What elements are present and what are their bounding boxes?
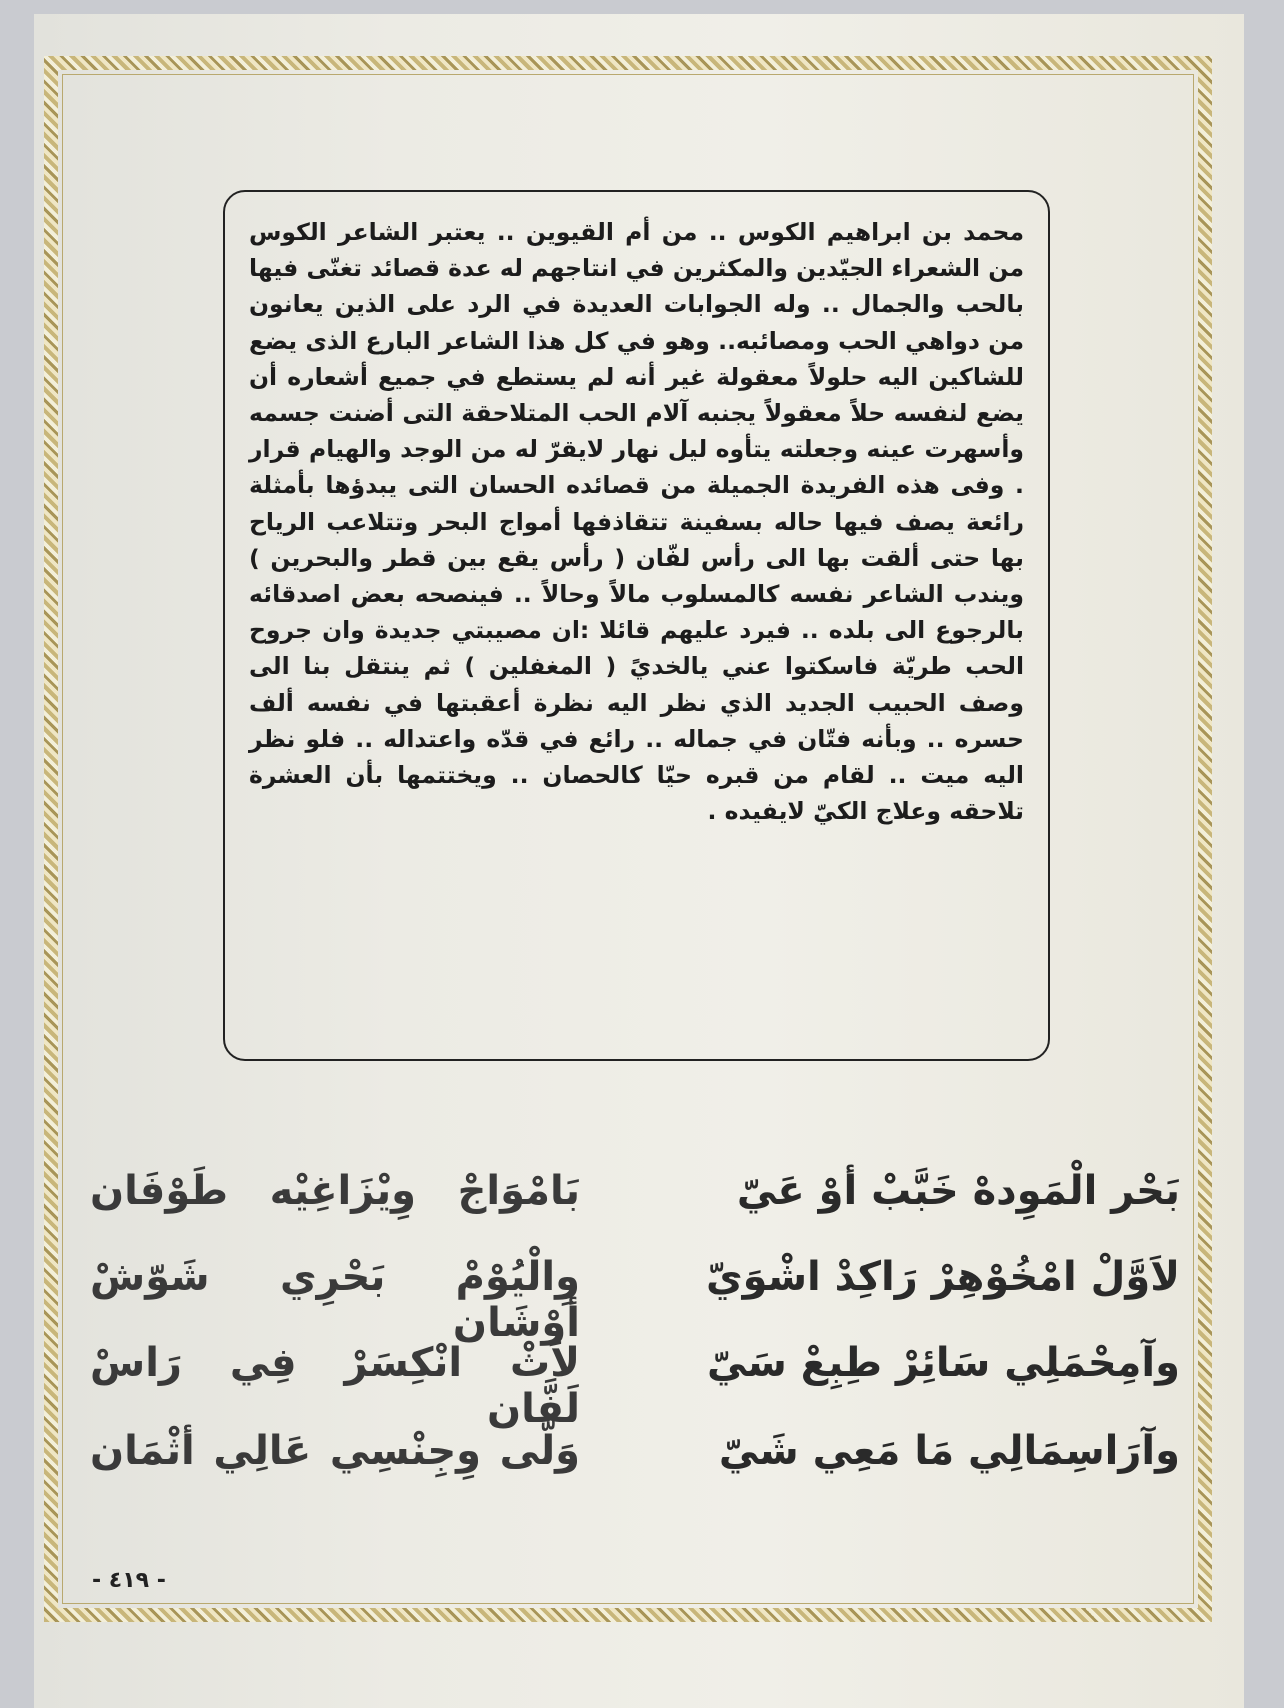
- poem-verse: [90, 1254, 1180, 1346]
- verse-second-hemistich: وِالْيُوْمْ بَحْرِي شَوّشْ أوْشَان: [90, 1254, 580, 1346]
- verse-first-hemistich: وآمِحْمَلِي سَائِرْ طِبِعْ سَيّ: [707, 1340, 1180, 1386]
- verse-second-hemistich: وَلّى وِجِنْسِي عَالِي أثْمَان: [90, 1428, 580, 1474]
- verse-first-hemistich: وآرَاسِمَالِي مَا مَعِي شَيّ: [718, 1428, 1180, 1474]
- poem-verse: [90, 1168, 1180, 1238]
- poem-verse: [90, 1340, 1180, 1432]
- page-number: - ٤١٩ -: [92, 1568, 166, 1593]
- biography-text: محمد بن ابراهيم الكوس .. من أم القيوين .. يعتبر الشاعر الكوس من الشعراء الجيّدين والمكثرين في انتاجهم له عدة قصائد تغنّى فيها بالحب والجمال .. وله الجوابات العديدة في الرد على الذين يعانون من دواهي الحب ومصائبه.. وهو في كل هذا الشاعر البارع الذى يضع للشاكين اليه حلولاً معقولة غير أنه لم يستطع في جميع أشعاره أن يضع لنفسه حلاً معقولاً يجنبه آلام الحب المتلاحقة التى أضنت جسمه وأسهرت عينه وجعلته يتأوه ليل نهار لايقرّ له من الوجد والهيام قرار . وفى هذه الفريدة الجميلة من قصائده الحسان التى يبدؤها بأمثلة رائعة يصف فيها حاله بسفينة تتقاذفها أمواج البحر وتتلاعب الرياح بها حتى ألقت بها الى رأس لفّان ( رأس يقع بين قطر والبحرين ) ويندب الشاعر نفسه كالمسلوب مالاً وحالاً .. فينصحه بعض اصدقائه بالرجوع الى بلده .. فيرد عليهم قائلا :ان مصيبتي جديدة وان جروح الحب طريّة فاسكتوا عني يالخديً ( المغفلين ) ثم ينتقل بنا الى وصف الحبيب الجديد الذي نظر اليه نظرة أعقبتها في نفسه ألف حسره .. وبأنه فتّان في جماله .. رائع في قدّه واعتداله .. فلو نظر اليه ميت .. لقام من قبره حيّا كالحصان .. ويختتمها بأن العشرة تلاحقه وعلاج الكيّ لايفيده .: [249, 218, 1024, 826]
- biography-box: [223, 190, 1050, 1061]
- verse-second-hemistich: لاَثْ انْكِسَرْ فِي رَاسْ لَفَّان: [90, 1340, 580, 1432]
- poem-verse: [90, 1428, 1180, 1498]
- verse-first-hemistich: لاَوَّلْ امْخُوْهِرْ رَاكِدْ اشْوَيّ: [705, 1254, 1180, 1300]
- verse-first-hemistich: بَحْر الْمَوِدهْ خَبَّبْ أوْ عَيّ: [736, 1168, 1180, 1214]
- verse-second-hemistich: بَامْوَاجْ وِيْزَاغِيْه طَوْفَان: [90, 1168, 580, 1214]
